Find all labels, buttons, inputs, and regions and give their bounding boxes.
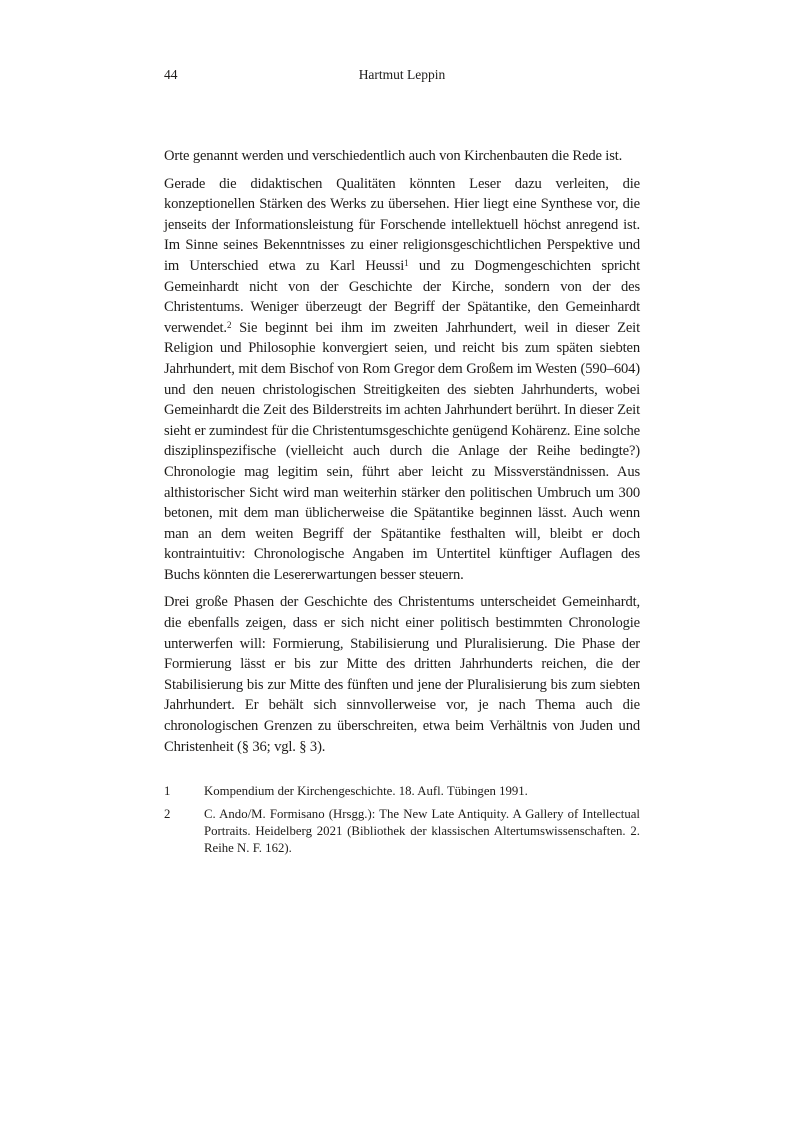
running-head (164, 66, 640, 86)
paragraph-review (164, 174, 640, 586)
type-area (164, 66, 640, 862)
paragraph-segment: Gerade die didaktischen Qualitäten könnten Leser dazu verleiten, die konzeptionellen Stärken des Werks zu übersehen. Hier liegt eine Synthese vor, die jenseits der Informationsleistung für Forschende intellektuell höchst anregend ist. Im Sinne seines Bekenntnisses zu einer religionsgeschichtlichen Perspektive und im Unterschied etwa zu Karl Heussi (164, 175, 640, 274)
footnotes-section (164, 783, 640, 856)
running-head-author: Hartmut Leppin (358, 67, 446, 82)
footnote-ref-1: 1 (404, 257, 409, 268)
footnote-text: C. Ando/M. Formisano (Hrsgg.): The New Late Antiquity. A Gallery of Intellectual Portraits. Heidelberg 2021 (Bibliothek der klassischen Altertumswissenschaften. 2. Reihe N. F. 162). (204, 807, 640, 855)
paragraph-phases: Drei große Phasen der Geschichte des Christentums unterscheidet Gemeinhardt, die ebenfalls zeigen, dass er sich nicht einer politisch bestimmten Chronologie unterwerfen will: Formierung, Stabilisierung und Pluralisierung. Die Phase der Formierung lässt er bis zur Mitte des dritten Jahrhunderts reichen, die der Stabilisierung bis zur Mitte des fünften und jene der Pluralisierung bis zum siebten Jahrhundert. Er behält sich sinnvollerweise vor, je nach Thema auch die chronologischen Grenzen zu überschreiten, etwa beim Verhältnis von Juden und Christenheit (§ 36; vgl. § 3). (164, 594, 640, 755)
footnote-marker: 1 (164, 784, 171, 799)
footnote-item (164, 806, 640, 856)
paragraph-continuation: Orte genannt werden und verschiedentlich auch von Kirchenbauten die Rede ist. (164, 148, 623, 164)
footnote-item (164, 783, 640, 800)
footnote-text: Kompendium der Kirchengeschichte. 18. Aufl. Tübingen 1991. (204, 784, 528, 799)
footnote-ref-2: 2 (226, 319, 232, 330)
paragraph-segment: Sie beginnt bei ihm im zweiten Jahrhundert, weil in dieser Zeit Religion und Philosophie konvergiert seien, und reicht bis zum späten siebten Jahrhundert, mit dem Bischof von Rom Gregor dem Großem im Westen (590–604) und den neuen christologischen Streitigkeiten des siebten Jahrhunderts, wobei Gemeinhardt die Zeit des Bilderstreits im achten Jahrhundert berührt. In dieser Zeit sieht er zumindest für die Christentumsgeschichte genügend Kohärenz. Eine solche disziplinspezifische (vielleicht auch durch die Anlage der Reihe bedingte?) Chronologie mag legitim sein, führt aber leicht zu Missverständnissen. Aus althistorischer Sicht wird man weiterhin stärker den politischen Umbruch um 300 betonen, mit dem man üblicherweise die Spätantike beginnen lässt. Auch wenn man an dem weiten Begriff der Spätantike festhalten will, bleibt er doch kontraintuitiv: Chronologische Angaben im Untertitel künftiger Auflagen des Buchs könnten die Lesererwartungen besser steuern. (164, 319, 640, 583)
footnote-marker: 2 (164, 807, 171, 822)
paragraph-segment: und zu Dogmengeschichten spricht Gemeinhardt nicht von der Geschichte der Kirche, sondern von der des Christentums. Weniger überzeugt der Begriff der Spätantike, den Gemeinhardt verwendet. (164, 257, 640, 336)
body-text (164, 146, 640, 757)
page-number: 44 (164, 67, 178, 82)
